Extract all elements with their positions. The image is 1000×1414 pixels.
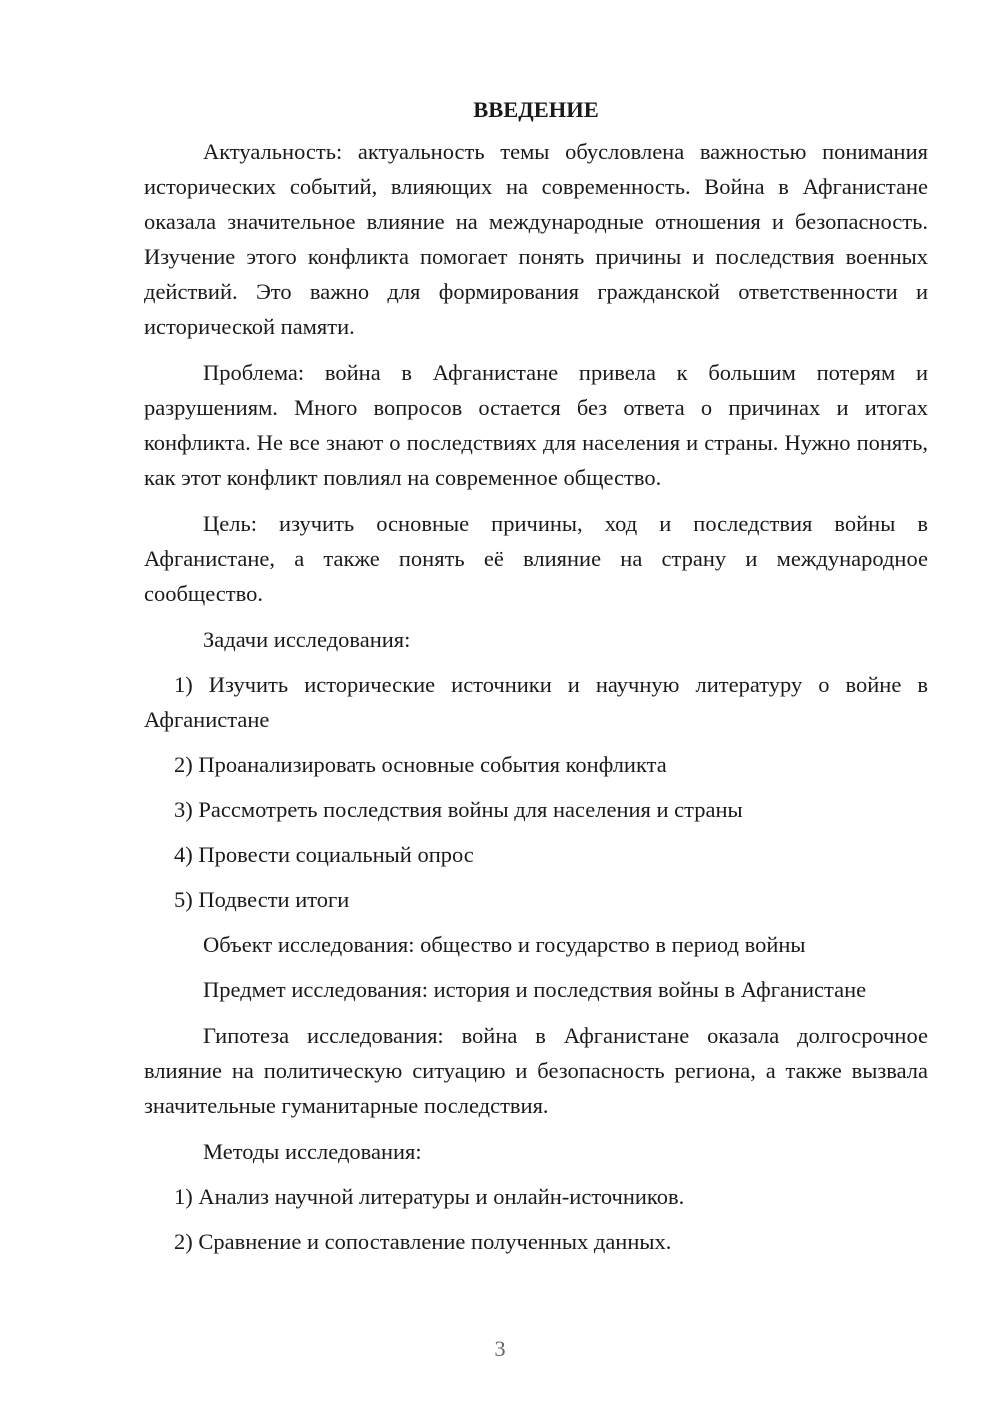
page-number: 3 <box>494 1336 506 1361</box>
task-item: 1) Изучить исторические источники и научную литературу о войне в Афганистане <box>144 672 928 732</box>
tasks-title: Задачи исследования: <box>203 627 411 652</box>
page-heading: ВВЕДЕНИЕ <box>473 97 599 122</box>
subject-paragraph: Предмет исследования: история и последствия войны в Афганистане <box>203 977 867 1002</box>
object-paragraph: Объект исследования: общество и государство в период войны <box>203 932 806 957</box>
task-item: 3) Рассмотреть последствия войны для населения и страны <box>174 797 743 822</box>
task-item: 5) Подвести итоги <box>174 887 350 912</box>
task-item: 4) Провести социальный опрос <box>174 842 474 867</box>
method-item: 2) Сравнение и сопоставление полученных данных. <box>174 1229 672 1254</box>
page-body <box>144 90 928 1269</box>
task-item: 2) Проанализировать основные события конфликта <box>174 752 667 777</box>
relevance-paragraph: Актуальность: актуальность темы обусловлена важностью понимания исторических событий, влияющих на современность. Война в Афганистане оказала значительное влияние на международные отношения и безопасность. Изучение этого конфликта помогает понять причины и последствия военных действий. Это важно для формирования гражданской ответственности и исторической памяти. <box>144 139 928 339</box>
problem-paragraph: Проблема: война в Афганистане привела к большим потерям и разрушениям. Много вопросов остается без ответа о причинах и итогах конфликта. Не все знают о последствиях для населения и страны. Нужно понять, как этот конфликт повлиял на современное общество. <box>144 360 928 490</box>
methods-title: Методы исследования: <box>203 1139 422 1164</box>
hypothesis-paragraph: Гипотеза исследования: война в Афганистане оказала долгосрочное влияние на политическую ситуацию и безопасность региона, а также вызвала значительные гуманитарные последствия. <box>144 1023 928 1118</box>
method-item: 1) Анализ научной литературы и онлайн-источников. <box>174 1184 685 1209</box>
goal-paragraph: Цель: изучить основные причины, ход и последствия войны в Афганистане, а также понять её влияние на страну и международное сообщество. <box>144 511 928 606</box>
